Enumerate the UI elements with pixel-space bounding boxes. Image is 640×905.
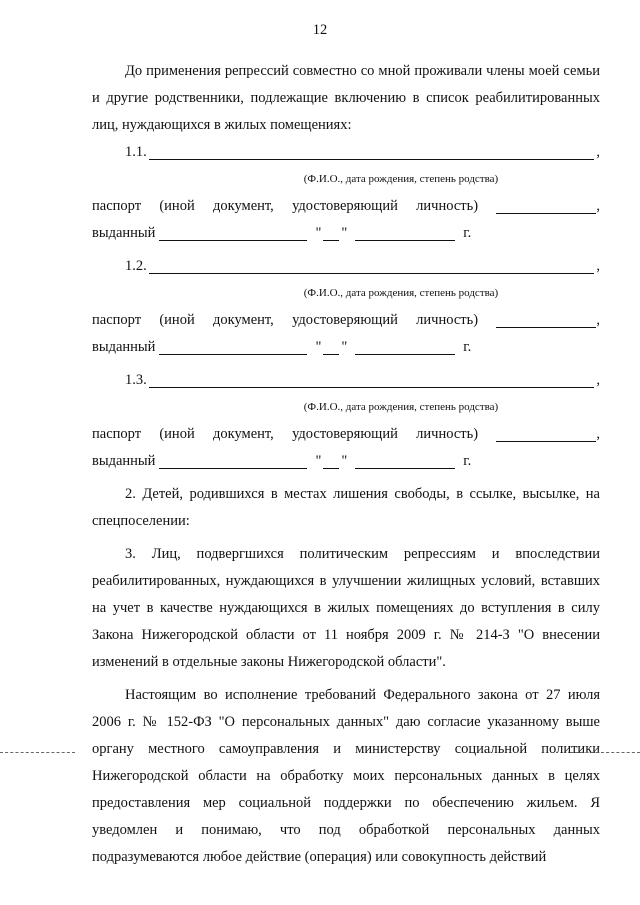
month-blank[interactable] <box>355 223 455 241</box>
passport-line <box>92 193 600 220</box>
quote-close: " <box>341 339 348 355</box>
month-blank[interactable] <box>355 451 455 469</box>
paragraph-children: 2. Детей, родившихся в местах лишения свободы, в ссылке, высылке, на спецпоселении: <box>92 486 600 529</box>
passport-word: личность) <box>416 198 479 214</box>
day-blank[interactable] <box>323 451 339 469</box>
member-blank[interactable] <box>149 256 595 274</box>
issued-by-blank[interactable] <box>159 451 307 469</box>
document-body <box>92 58 600 871</box>
member-line-2 <box>92 253 600 280</box>
member-caption: (Ф.И.О., дата рождения, степень родства) <box>303 287 499 299</box>
passport-word: паспорт <box>92 198 142 214</box>
passport-word: документ, <box>213 198 274 214</box>
passport-comma: , <box>596 426 600 442</box>
year-suffix: г. <box>463 339 472 355</box>
passport-word: удостоверяющий <box>292 312 398 328</box>
member-blank[interactable] <box>149 142 595 160</box>
member-number: 1.3. <box>125 372 147 388</box>
intro-paragraph: До применения репрессий совместно со мной проживали члены моей семьи и другие родственники, подлежащие включению в список реабилитированных лиц, нуждающихся в жилых помещениях: <box>92 63 600 133</box>
issued-label: выданный <box>92 339 156 355</box>
passport-field <box>496 307 600 334</box>
quote-close: " <box>341 453 348 469</box>
passport-word: удостоверяющий <box>292 198 398 214</box>
issued-line <box>92 448 600 475</box>
issued-label: выданный <box>92 225 156 241</box>
passport-word: личность) <box>416 312 479 328</box>
passport-word: паспорт <box>92 312 142 328</box>
issued-by-blank[interactable] <box>159 337 307 355</box>
member-caption: (Ф.И.О., дата рождения, степень родства) <box>303 173 499 185</box>
member-line-1 <box>92 139 600 166</box>
quote-open: " <box>315 453 322 469</box>
passport-line <box>92 307 600 334</box>
issued-label: выданный <box>92 453 156 469</box>
issued-by-blank[interactable] <box>159 223 307 241</box>
passport-field <box>496 421 600 448</box>
passport-comma: , <box>596 312 600 328</box>
passport-word: личность) <box>416 426 479 442</box>
member-comma: , <box>596 144 600 160</box>
member-number: 1.1. <box>125 144 147 160</box>
issued-line <box>92 220 600 247</box>
day-blank[interactable] <box>323 337 339 355</box>
member-line-3 <box>92 367 600 394</box>
member-comma: , <box>596 258 600 274</box>
paragraph-consent: Настоящим во исполнение требований Федерального закона от 27 июля 2006 г. № 152-ФЗ "О персональных данных" даю согласие указанному выше органу местного самоуправления и министерству социальной политики Нижегородской области на обработку моих персональных данных в целях предоставления мер социальной поддержки по обеспечению жильем. Я уведомлен и понимаю, что под обработкой персональных данных подразумеваются любое действие (операция) или совокупность действий <box>92 687 600 865</box>
passport-word: (иной <box>159 312 195 328</box>
passport-word: документ, <box>213 312 274 328</box>
passport-blank[interactable] <box>496 424 596 442</box>
passport-line <box>92 421 600 448</box>
day-blank[interactable] <box>323 223 339 241</box>
year-suffix: г. <box>463 453 472 469</box>
passport-word: (иной <box>159 426 195 442</box>
passport-blank[interactable] <box>496 196 596 214</box>
passport-field <box>496 193 600 220</box>
month-blank[interactable] <box>355 337 455 355</box>
passport-blank[interactable] <box>496 310 596 328</box>
quote-close: " <box>341 225 348 241</box>
quote-open: " <box>315 339 322 355</box>
passport-word: (иной <box>159 198 195 214</box>
issued-line <box>92 334 600 361</box>
fold-line-right <box>570 752 640 753</box>
member-caption: (Ф.И.О., дата рождения, степень родства) <box>303 401 499 413</box>
quote-open: " <box>315 225 322 241</box>
fold-line-left <box>0 752 75 753</box>
paragraph-rehabilitated: 3. Лиц, подвергшихся политическим репрессиям и впоследствии реабилитированных, нуждающихся в улучшении жилищных условий, вставших на учет в качестве нуждающихся в жилых помещениях до вступления в силу Закона Нижегородской области от 11 ноября 2009 г. № 214-З "О внесении изменений в отдельные законы Нижегородской области". <box>92 546 600 670</box>
passport-word: паспорт <box>92 426 142 442</box>
member-blank[interactable] <box>149 370 595 388</box>
passport-word: документ, <box>213 426 274 442</box>
member-comma: , <box>596 372 600 388</box>
year-suffix: г. <box>463 225 472 241</box>
passport-comma: , <box>596 198 600 214</box>
page-number: 12 <box>312 22 328 38</box>
passport-word: удостоверяющий <box>292 426 398 442</box>
member-number: 1.2. <box>125 258 147 274</box>
